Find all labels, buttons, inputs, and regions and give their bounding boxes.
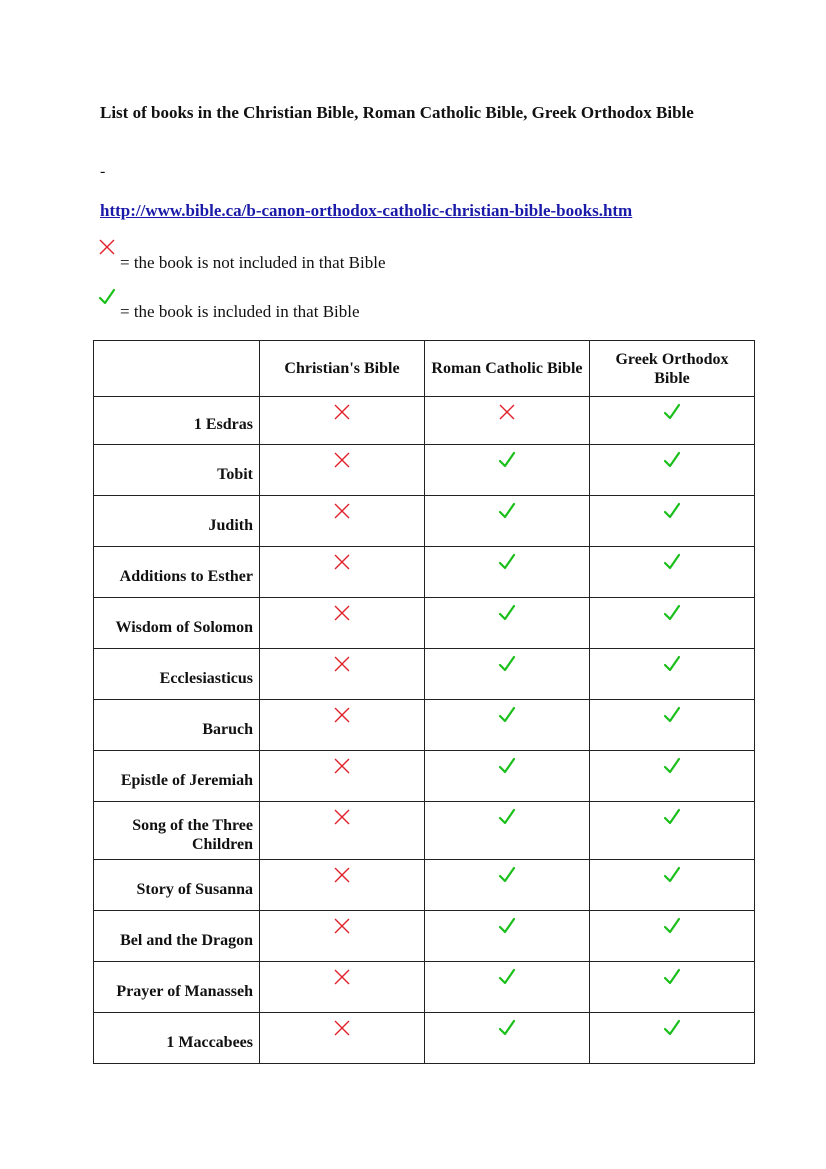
- check-icon: [663, 871, 681, 888]
- christian-cell: [260, 445, 425, 496]
- book-name: 1 Esdras: [94, 397, 260, 445]
- bible-books-table: [93, 340, 755, 1064]
- christian-cell: [260, 751, 425, 802]
- orthodox-cell: [589, 700, 754, 751]
- catholic-cell: [424, 598, 589, 649]
- check-icon: [663, 813, 681, 830]
- table-row: [94, 962, 755, 1013]
- book-name: Epistle of Jeremiah: [94, 751, 260, 802]
- orthodox-cell: [589, 1013, 754, 1064]
- header-orthodox: Greek Orthodox Bible: [589, 341, 754, 397]
- cross-icon: [333, 507, 351, 524]
- book-name: Ecclesiasticus: [94, 649, 260, 700]
- table-row: [94, 1013, 755, 1064]
- table-row: [94, 496, 755, 547]
- check-icon: [663, 711, 681, 728]
- book-name: 1 Maccabees: [94, 1013, 260, 1064]
- check-icon: [498, 609, 516, 626]
- check-icon: [498, 922, 516, 939]
- check-icon: [663, 609, 681, 626]
- cross-icon: [333, 408, 351, 425]
- orthodox-cell: [589, 751, 754, 802]
- book-name: Wisdom of Solomon: [94, 598, 260, 649]
- book-name: Story of Susanna: [94, 860, 260, 911]
- table-row: [94, 751, 755, 802]
- check-icon: [498, 762, 516, 779]
- christian-cell: [260, 1013, 425, 1064]
- cross-icon: [333, 711, 351, 728]
- check-icon: [663, 1024, 681, 1041]
- catholic-cell: [424, 397, 589, 445]
- table-row: [94, 700, 755, 751]
- cross-icon: [333, 973, 351, 990]
- table-row: [94, 649, 755, 700]
- page-title: List of books in the Christian Bible, Roman Catholic Bible, Greek Orthodox Bible: [100, 103, 694, 122]
- christian-cell: [260, 649, 425, 700]
- header-catholic: Roman Catholic Bible: [424, 341, 589, 397]
- christian-cell: [260, 700, 425, 751]
- orthodox-cell: [589, 962, 754, 1013]
- catholic-cell: [424, 649, 589, 700]
- catholic-cell: [424, 1013, 589, 1064]
- catholic-cell: [424, 700, 589, 751]
- book-name: Additions to Esther: [94, 547, 260, 598]
- check-icon: [498, 558, 516, 575]
- table-row: [94, 445, 755, 496]
- legend-not-included: = the book is not included in that Bible: [120, 253, 386, 272]
- header-book: [94, 341, 260, 397]
- book-name: Tobit: [94, 445, 260, 496]
- check-icon: [663, 660, 681, 677]
- check-icon: [498, 660, 516, 677]
- cross-icon: [498, 408, 516, 425]
- check-icon: [498, 507, 516, 524]
- cross-icon: [333, 609, 351, 626]
- catholic-cell: [424, 860, 589, 911]
- check-icon: [498, 711, 516, 728]
- check-icon: [498, 1024, 516, 1041]
- check-icon: [663, 558, 681, 575]
- check-icon: [663, 922, 681, 939]
- table-row: [94, 802, 755, 860]
- christian-cell: [260, 496, 425, 547]
- cross-icon: [333, 456, 351, 473]
- orthodox-cell: [589, 911, 754, 962]
- book-name: Song of the Three Children: [94, 802, 260, 860]
- cross-icon: [98, 238, 116, 256]
- book-name: Bel and the Dragon: [94, 911, 260, 962]
- table-row: [94, 547, 755, 598]
- check-icon: [98, 288, 116, 306]
- check-icon: [498, 871, 516, 888]
- cross-icon: [333, 660, 351, 677]
- orthodox-cell: [589, 860, 754, 911]
- check-icon: [663, 456, 681, 473]
- check-icon: [663, 507, 681, 524]
- catholic-cell: [424, 445, 589, 496]
- legend-included: = the book is included in that Bible: [120, 302, 360, 321]
- source-link[interactable]: http://www.bible.ca/b-canon-orthodox-catholic-christian-bible-books.htm: [100, 201, 633, 220]
- separator-dash: -: [100, 163, 106, 180]
- christian-cell: [260, 397, 425, 445]
- cross-icon: [333, 1024, 351, 1041]
- header-christian: Christian's Bible: [260, 341, 425, 397]
- christian-cell: [260, 860, 425, 911]
- christian-cell: [260, 802, 425, 860]
- orthodox-cell: [589, 802, 754, 860]
- catholic-cell: [424, 751, 589, 802]
- catholic-cell: [424, 962, 589, 1013]
- check-icon: [663, 408, 681, 425]
- cross-icon: [333, 558, 351, 575]
- orthodox-cell: [589, 445, 754, 496]
- table-row: [94, 911, 755, 962]
- orthodox-cell: [589, 397, 754, 445]
- catholic-cell: [424, 802, 589, 860]
- check-icon: [498, 456, 516, 473]
- catholic-cell: [424, 547, 589, 598]
- check-icon: [663, 762, 681, 779]
- orthodox-cell: [589, 547, 754, 598]
- table-body: [94, 397, 755, 1064]
- check-icon: [498, 813, 516, 830]
- book-name: Judith: [94, 496, 260, 547]
- christian-cell: [260, 598, 425, 649]
- book-name: Baruch: [94, 700, 260, 751]
- table-row: [94, 598, 755, 649]
- orthodox-cell: [589, 598, 754, 649]
- table-header-row: [94, 341, 755, 397]
- christian-cell: [260, 911, 425, 962]
- catholic-cell: [424, 496, 589, 547]
- cross-icon: [333, 813, 351, 830]
- check-icon: [498, 973, 516, 990]
- book-name: Prayer of Manasseh: [94, 962, 260, 1013]
- cross-icon: [333, 871, 351, 888]
- check-icon: [663, 973, 681, 990]
- christian-cell: [260, 547, 425, 598]
- catholic-cell: [424, 911, 589, 962]
- cross-icon: [333, 922, 351, 939]
- christian-cell: [260, 962, 425, 1013]
- orthodox-cell: [589, 649, 754, 700]
- orthodox-cell: [589, 496, 754, 547]
- table-row: [94, 397, 755, 445]
- table-row: [94, 860, 755, 911]
- cross-icon: [333, 762, 351, 779]
